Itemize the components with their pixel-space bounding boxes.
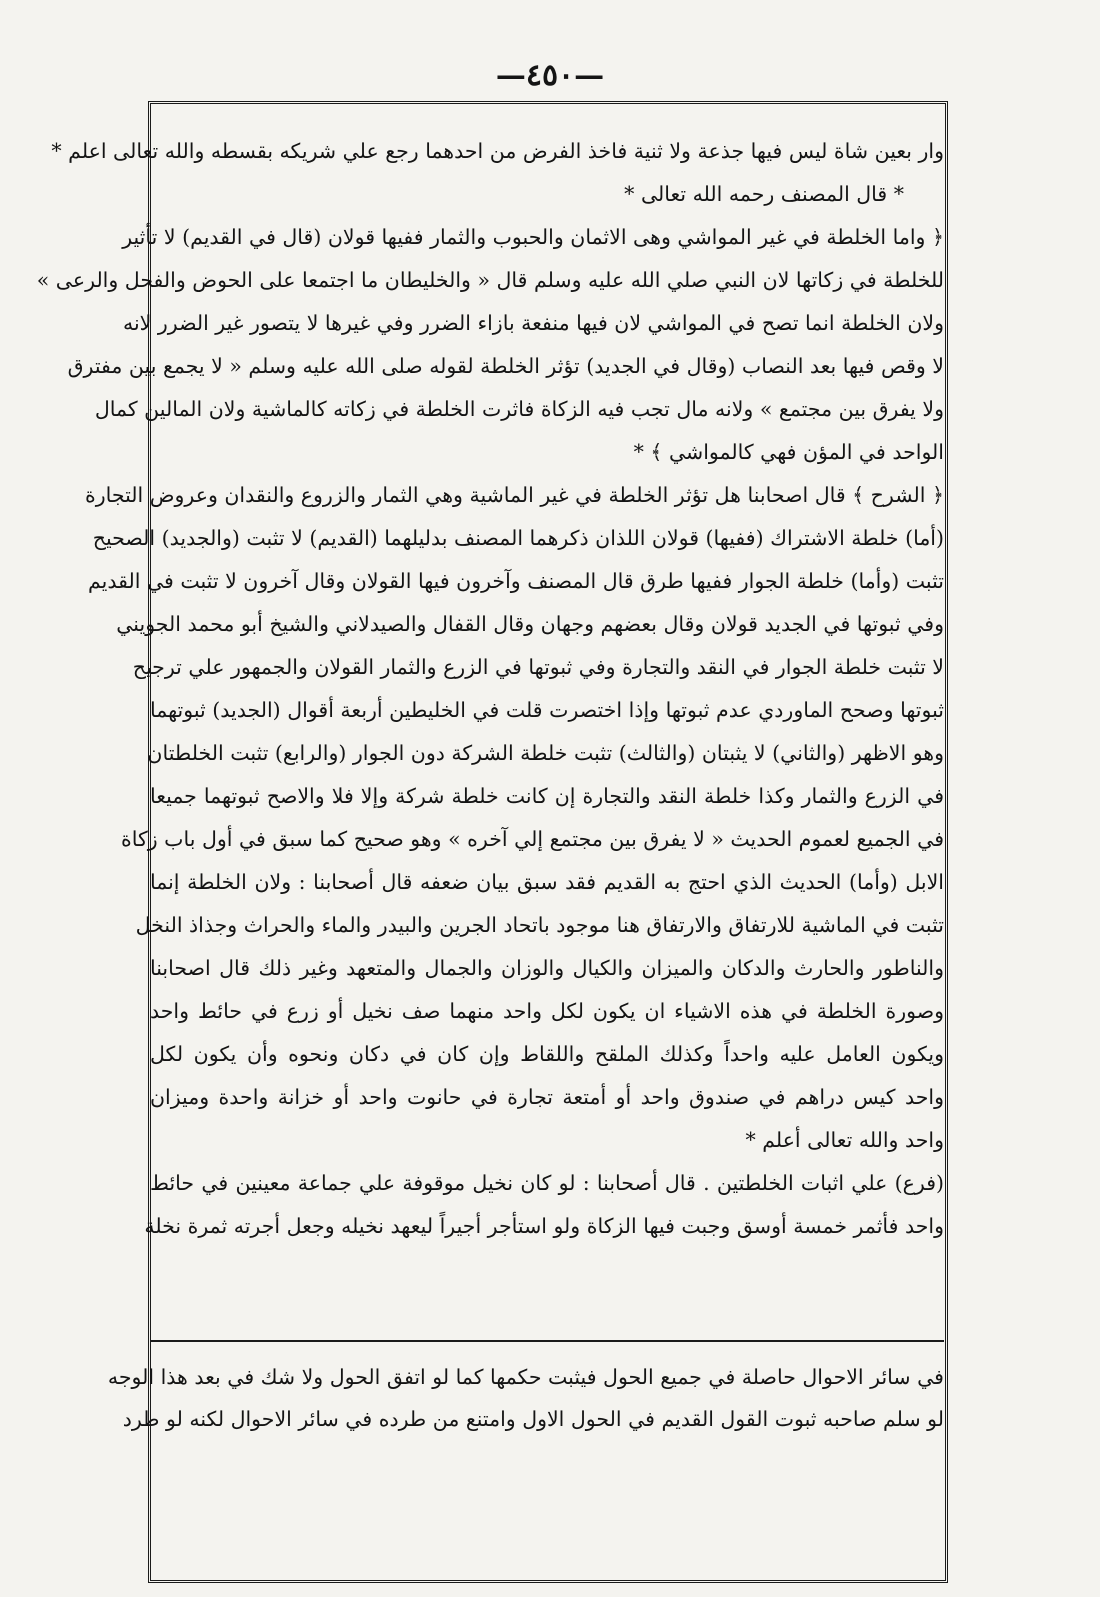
footnote-line: في سائر الاحوال حاصلة في جميع الحول فيثبت حكمها كما لو اتفق الحول ولا شك في بعد هذا الوجه <box>107 1365 944 1389</box>
text-line: وار بعين شاة ليس فيها جذعة ولا ثنية فاخذ الفرض من احدهما رجع علي شريكه بقسطه والله تعالى اعلم * <box>51 139 944 163</box>
text-line: ﴿ واما الخلطة في غير المواشي وهى الاثمان والحبوب والثمار ففيها قولان (قال في القديم) لا تأثير <box>122 225 944 249</box>
text-line: ويكون العامل عليه واحداً وكذلك الملقح واللقاط وإن كان في دكان ونحوه وأن يكون لكل <box>150 1042 944 1066</box>
text-line: للخلطة في زكاتها لان النبي صلي الله عليه وسلم قال « والخليطان ما اجتمعا على الحوض والفحل والرعى » <box>36 268 944 292</box>
text-line: وفي ثبوتها في الجديد قولان وقال بعضهم وجهان وقال القفال والصيدلاني والشيخ أبو محمد الجويني <box>116 612 944 636</box>
page-number: —٤٥٠— <box>495 58 605 93</box>
text-line: لا تثبت خلطة الجوار في النقد والتجارة وفي ثبوتها في الزرع والثمار القولان والجمهور علي ترجيح <box>132 655 944 679</box>
footnote <box>107 1356 944 1440</box>
text-line: (فرع) علي اثبات الخلطتين . قال أصحابنا : لو كان نخيل موقوفة علي جماعة معينين في حائط <box>150 1171 944 1195</box>
text-line: ولان الخلطة انما تصح في المواشي لان فيها منفعة بازاء الضرر وفي غيرها لا يتصور غير الضرر لانه <box>122 311 944 335</box>
main-text <box>36 130 944 1248</box>
footnote-line: لو سلم صاحبه ثبوت القول القديم في الحول الاول وامتنع من طرده في سائر الاحوال لكنه لو طرد <box>122 1407 944 1431</box>
text-line: ثبوتها وصحح الماوردي عدم ثبوتها وإذا اختصرت قلت في الخليطين أربعة أقوال (الجديد) ثبوتهما <box>150 698 944 722</box>
text-line: واحد كيس دراهم في صندوق واحد أو أمتعة تجارة في حانوت واحد أو خزانة واحدة وميزان <box>150 1085 944 1109</box>
text-line: في الزرع والثمار وكذا خلطة النقد والتجارة إن كانت خلطة شركة وإلا فلا والاصح ثبوتهما جميعا <box>150 784 944 808</box>
text-line: ﴿ الشرح ﴾ قال اصحابنا هل تؤثر الخلطة في غير الماشية وهي الثمار والزروع والنقدان وعروض التجارة <box>84 483 944 507</box>
text-line: وصورة الخلطة في هذه الاشياء ان يكون لكل واحد منهما صف نخيل أو زرع في حائط واحد <box>150 999 944 1023</box>
text-line: (أما) خلطة الاشتراك (ففيها) قولان اللذان ذكرهما المصنف بدليلهما (القديم) لا تثبت (والجديد) الصحيح <box>92 526 944 550</box>
text-line: واحد فأثمر خمسة أوسق وجبت فيها الزكاة ولو استأجر أجيراً ليعهد نخيله وجعل أجرته ثمرة نخلة <box>144 1214 944 1238</box>
text-line: تثبت (وأما) خلطة الجوار ففيها طرق قال المصنف وآخرون فيها القولان وقال آخرون لا تثبت في القديم <box>88 569 944 593</box>
text-line: الواحد في المؤن فهي كالمواشي ﴾ * <box>633 440 944 464</box>
text-line: الابل (وأما) الحديث الذي احتج به القديم فقد سبق بيان ضعفه قال أصحابنا : ولان الخلطة إنما <box>150 870 944 894</box>
text-line: وهو الاظهر (والثاني) لا يثبتان (والثالث) تثبت خلطة الشركة دون الجوار (والرابع) تثبت الخلطتان <box>147 741 944 765</box>
text-line: ولا يفرق بين مجتمع » ولانه مال تجب فيه الزكاة فاثرت الخلطة في زكاته كالماشية ولان المالين كمال <box>94 397 944 421</box>
text-line: لا وقص فيها بعد النصاب (وقال في الجديد) تؤثر الخلطة لقوله صلى الله عليه وسلم « لا يجمع بين مفترق <box>67 354 944 378</box>
section-heading: * قال المصنف رحمه الله تعالى * <box>624 182 904 206</box>
text-line: تثبت في الماشية للارتفاق والارتفاق هنا موجود باتحاد الجرين والبيدر والماء والحراث وجذاذ النخل <box>135 913 944 937</box>
footnote-divider <box>150 1340 944 1342</box>
text-line: واحد والله تعالى أعلم * <box>745 1128 944 1152</box>
text-line: في الجميع لعموم الحديث « لا يفرق بين مجتمع إلي آخره » وهو صحيح كما سبق في أول باب زكاة <box>121 827 944 851</box>
text-line: والناطور والحارث والدكان والميزان والكيال والوزان والجمال والمتعهد وغير ذلك قال اصحابنا <box>150 956 944 980</box>
